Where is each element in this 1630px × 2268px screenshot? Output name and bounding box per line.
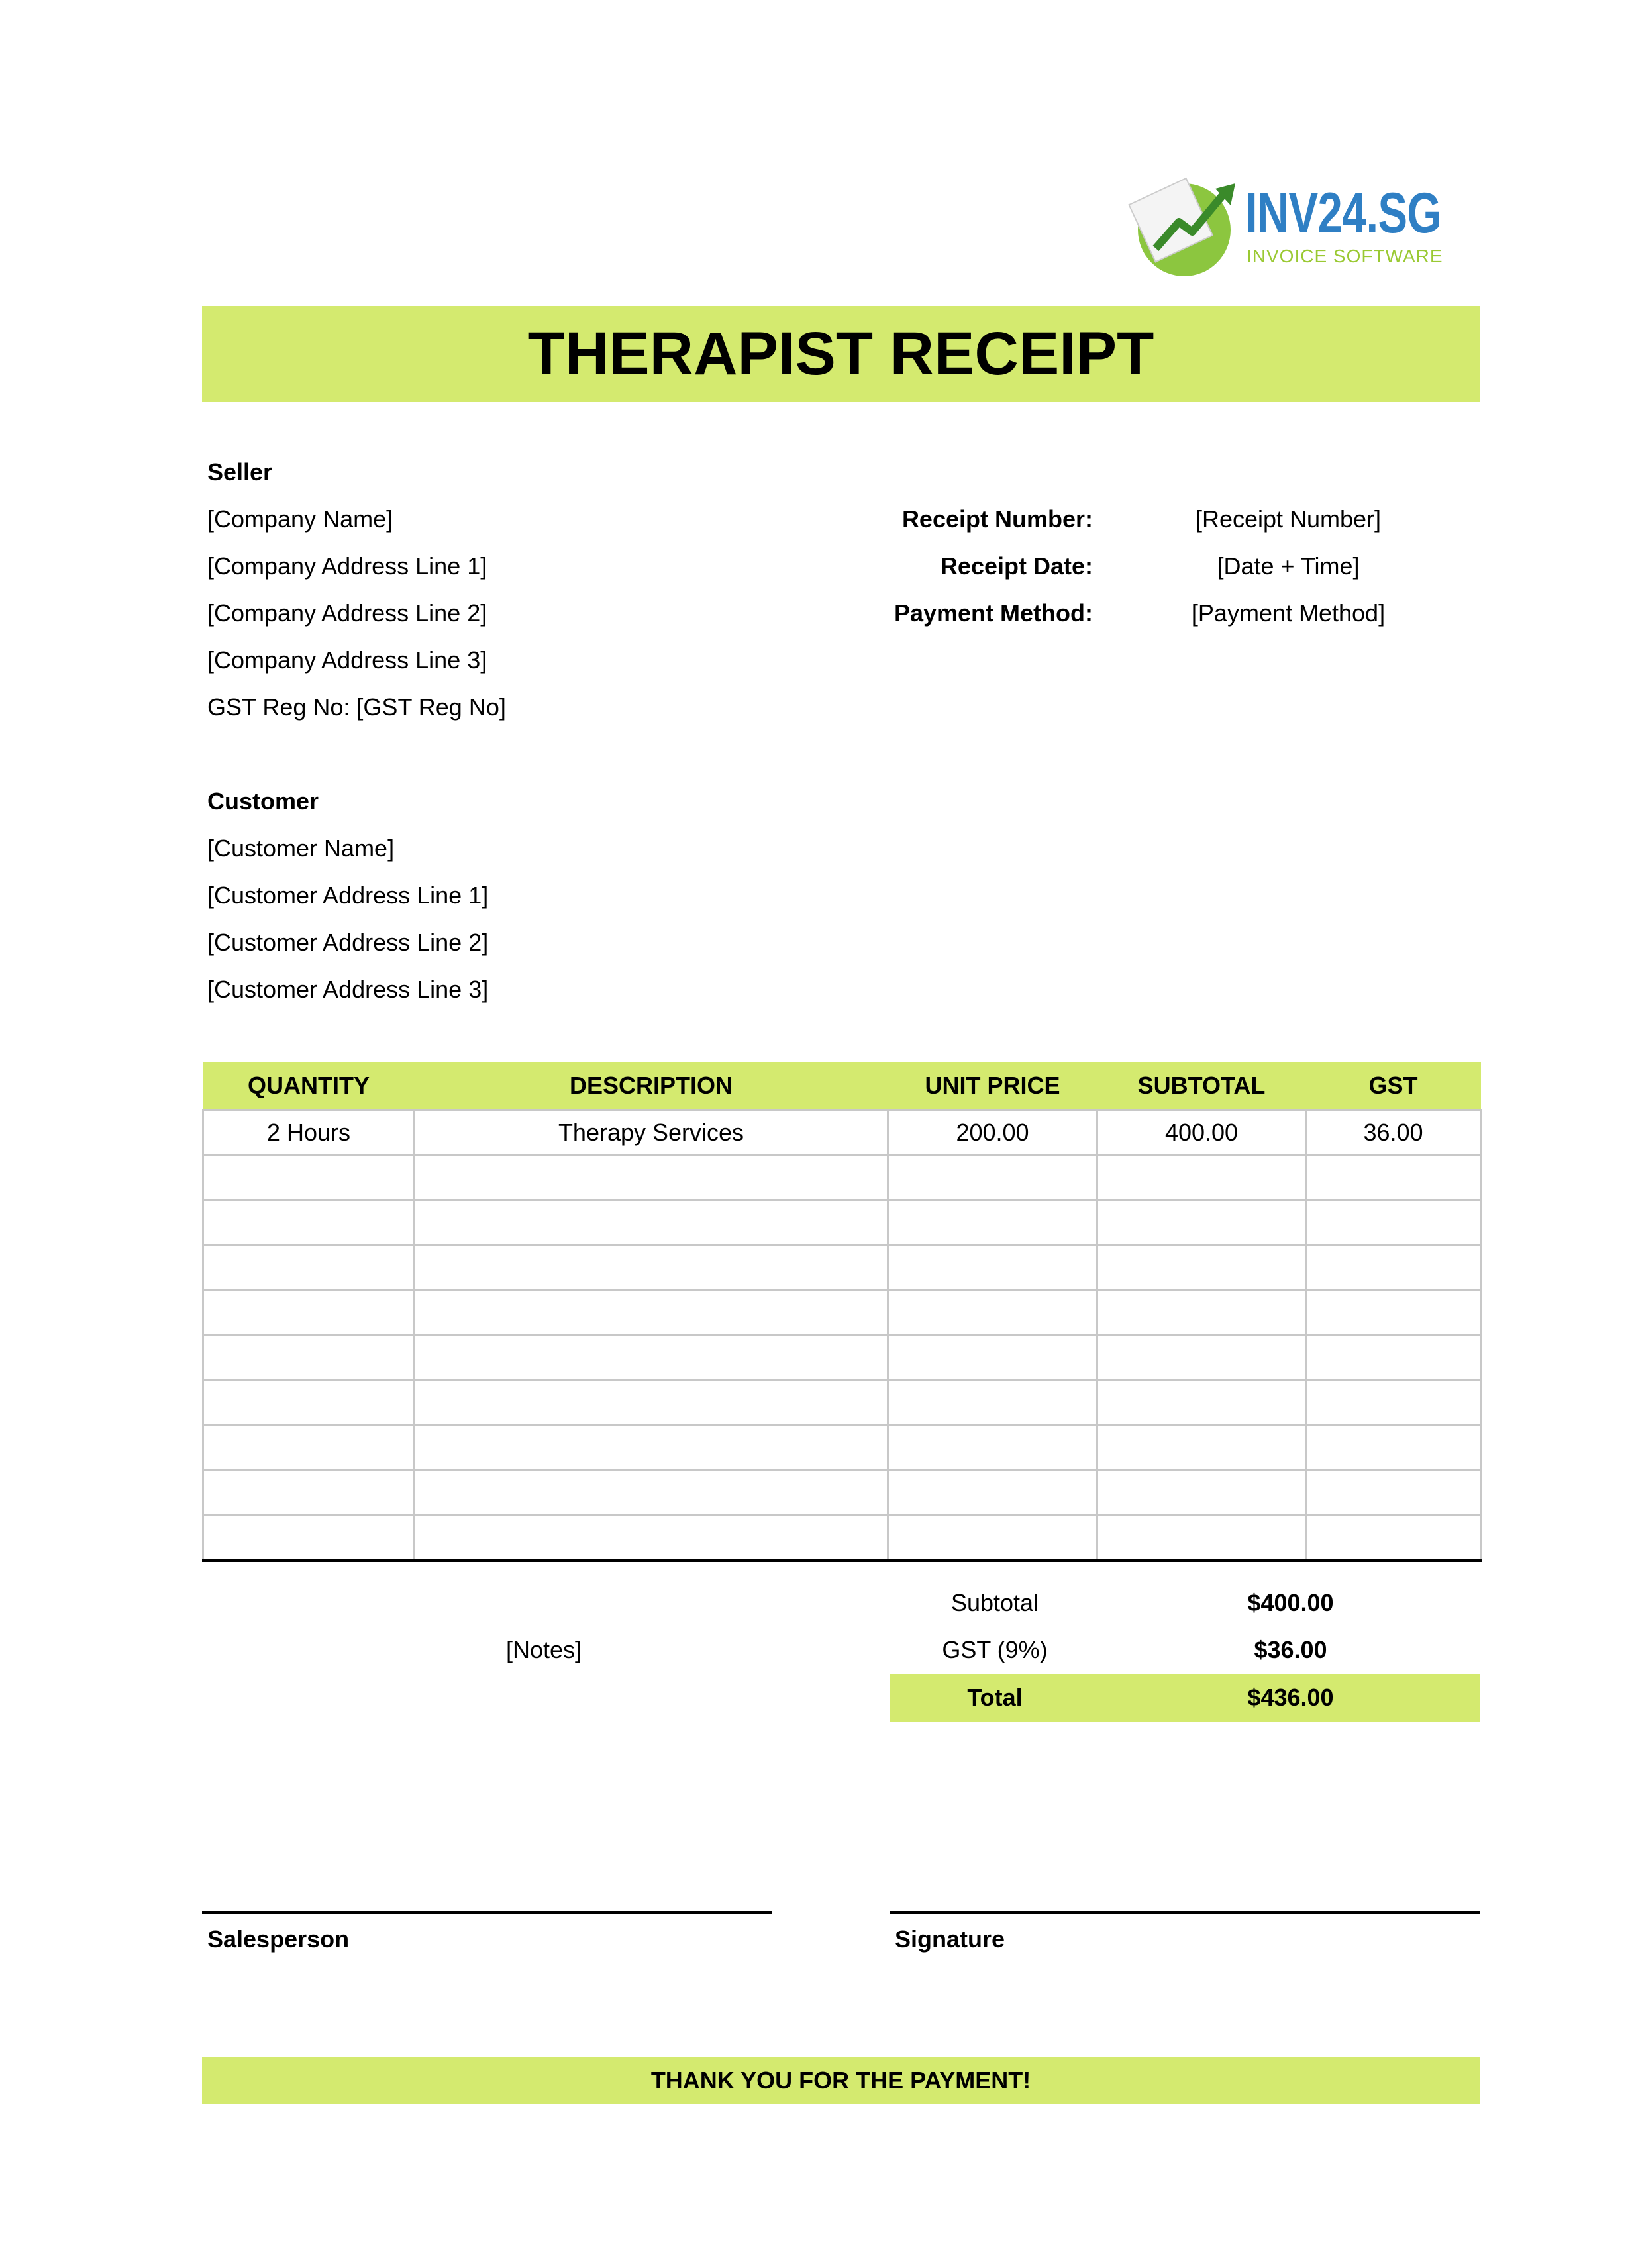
column-header-quantity: QUANTITY	[203, 1062, 415, 1110]
payment-method-label: Payment Method:	[893, 599, 1093, 627]
receipt-date-value: [Date + Time]	[1217, 552, 1360, 580]
table-cell	[1097, 1290, 1306, 1335]
seller-gst-reg: GST Reg No: [GST Reg No]	[207, 694, 506, 721]
customer-address-line-1: [Customer Address Line 1]	[207, 882, 489, 909]
table-cell	[203, 1290, 415, 1335]
receipt-date-label: Receipt Date:	[940, 552, 1093, 580]
table-cell	[888, 1245, 1097, 1290]
seller-address-line-2: [Company Address Line 2]	[207, 599, 487, 627]
page-title: THERAPIST RECEIPT	[527, 320, 1154, 387]
salesperson-label: Salesperson	[207, 1926, 350, 1953]
table-header-row	[203, 1062, 1481, 1110]
table-cell	[1306, 1155, 1481, 1200]
table-cell	[203, 1200, 415, 1245]
table-cell	[415, 1200, 888, 1245]
logo-tagline: INVOICE SOFTWARE	[1247, 246, 1443, 266]
logo-brand-text: INV24.SG	[1245, 181, 1441, 245]
table-row	[203, 1335, 1481, 1380]
table-cell	[1306, 1245, 1481, 1290]
table-cell	[1306, 1335, 1481, 1380]
table-cell	[203, 1380, 415, 1425]
signature-line	[890, 1911, 1480, 1914]
table-cell	[1306, 1516, 1481, 1561]
table-cell	[203, 1335, 415, 1380]
item-unit-price: 200.00	[888, 1110, 1097, 1155]
title-bar	[202, 306, 1480, 402]
seller-address-line-3: [Company Address Line 3]	[207, 646, 487, 674]
logo-emblem-icon	[1126, 169, 1245, 282]
seller-address-line-1: [Company Address Line 1]	[207, 552, 487, 580]
table-cell	[415, 1425, 888, 1470]
table-cell	[1306, 1290, 1481, 1335]
table-row	[203, 1470, 1481, 1516]
column-header-gst: GST	[1306, 1062, 1481, 1110]
receipt-number-value: [Receipt Number]	[1195, 505, 1382, 533]
item-quantity: 2 Hours	[203, 1110, 415, 1155]
table-cell	[888, 1470, 1097, 1516]
table-cell	[888, 1335, 1097, 1380]
table-cell	[415, 1516, 888, 1561]
table-row	[203, 1155, 1481, 1200]
table-cell	[415, 1470, 888, 1516]
customer-name: [Customer Name]	[207, 835, 395, 862]
table-cell	[888, 1425, 1097, 1470]
table-row	[203, 1380, 1481, 1425]
signature-label: Signature	[895, 1926, 1005, 1953]
seller-heading: Seller	[207, 458, 273, 486]
table-cell	[1097, 1335, 1306, 1380]
items-table	[202, 1062, 1482, 1562]
customer-address-line-3: [Customer Address Line 3]	[207, 976, 489, 1003]
table-cell	[1097, 1200, 1306, 1245]
column-header-unit-price: UNIT PRICE	[888, 1062, 1097, 1110]
notes: [Notes]	[505, 1636, 582, 1663]
seller-company-name: [Company Name]	[207, 505, 393, 533]
table-cell	[1097, 1516, 1306, 1561]
table-cell	[415, 1380, 888, 1425]
subtotal-value: $400.00	[1247, 1589, 1334, 1616]
receipt-number-label: Receipt Number:	[901, 505, 1093, 533]
customer-address-line-2: [Customer Address Line 2]	[207, 929, 489, 956]
item-gst: 36.00	[1306, 1110, 1481, 1155]
table-cell	[1306, 1380, 1481, 1425]
table-cell	[203, 1516, 415, 1561]
salesperson-line	[202, 1911, 772, 1914]
thank-you-message: THANK YOU FOR THE PAYMENT!	[650, 2067, 1031, 2094]
total-label: Total	[967, 1684, 1023, 1711]
payment-method-value: [Payment Method]	[1191, 599, 1386, 627]
table-cell	[415, 1335, 888, 1380]
item-description: Therapy Services	[415, 1110, 888, 1155]
table-cell	[203, 1155, 415, 1200]
table-cell	[203, 1425, 415, 1470]
company-logo	[1126, 169, 1470, 282]
column-header-subtotal: SUBTOTAL	[1097, 1062, 1306, 1110]
table-row	[203, 1110, 1481, 1155]
table-row	[203, 1245, 1481, 1290]
table-row	[203, 1200, 1481, 1245]
table-row	[203, 1290, 1481, 1335]
gst-value: $36.00	[1254, 1636, 1327, 1663]
total-bar	[890, 1674, 1480, 1722]
table-cell	[888, 1200, 1097, 1245]
table-cell	[1097, 1470, 1306, 1516]
item-subtotal: 400.00	[1097, 1110, 1306, 1155]
footer-bar	[202, 2057, 1480, 2104]
table-cell	[1306, 1470, 1481, 1516]
subtotal-label: Subtotal	[950, 1589, 1039, 1616]
gst-label: GST (9%)	[942, 1636, 1048, 1663]
table-cell	[203, 1470, 415, 1516]
table-cell	[888, 1380, 1097, 1425]
table-cell	[888, 1290, 1097, 1335]
table-cell	[1306, 1425, 1481, 1470]
table-cell	[415, 1245, 888, 1290]
table-cell	[415, 1290, 888, 1335]
table-row	[203, 1425, 1481, 1470]
table-cell	[1306, 1200, 1481, 1245]
customer-heading: Customer	[207, 788, 319, 815]
table-cell	[203, 1245, 415, 1290]
total-value: $436.00	[1247, 1684, 1334, 1711]
table-cell	[1097, 1155, 1306, 1200]
table-cell	[888, 1516, 1097, 1561]
table-row	[203, 1516, 1481, 1561]
table-cell	[888, 1155, 1097, 1200]
table-cell	[1097, 1245, 1306, 1290]
table-cell	[415, 1155, 888, 1200]
column-header-description: DESCRIPTION	[415, 1062, 888, 1110]
table-cell	[1097, 1425, 1306, 1470]
table-cell	[1097, 1380, 1306, 1425]
